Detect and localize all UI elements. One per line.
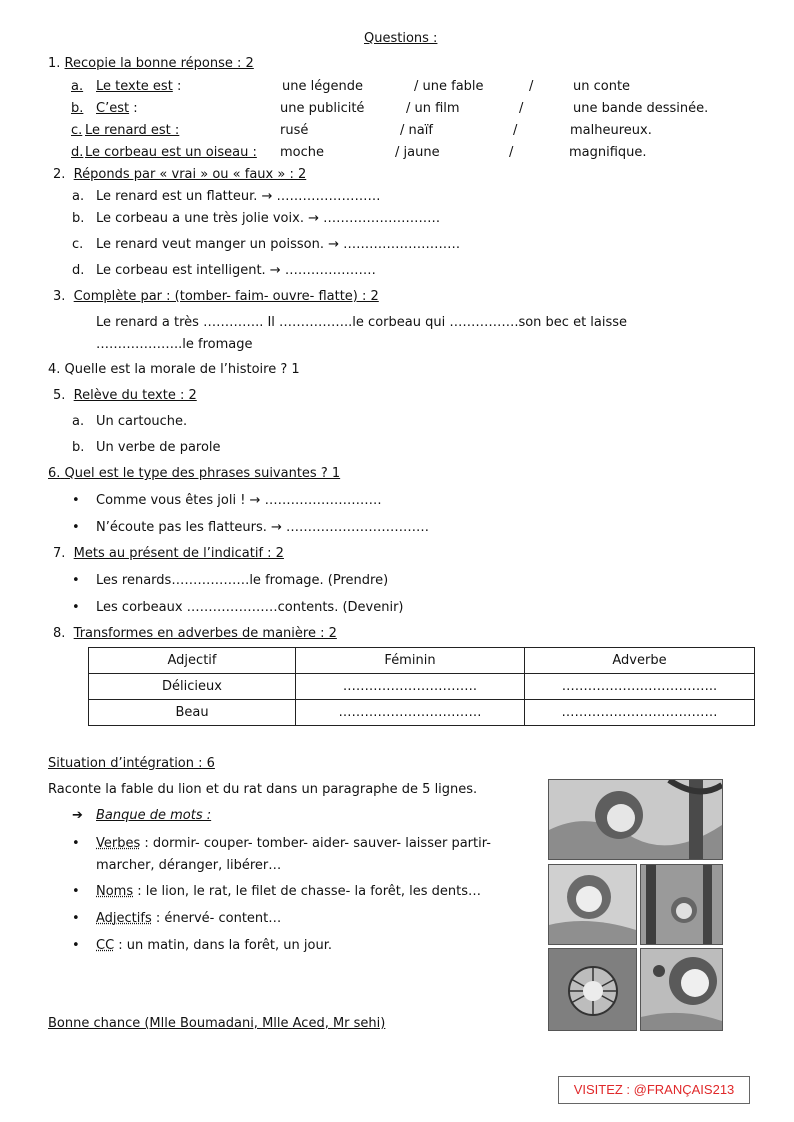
q1-heading bbox=[48, 56, 254, 71]
q7-title: Mets au présent de l’indicatif : 2 bbox=[73, 546, 284, 561]
q7-item: Les corbeaux …………………contents. (Devenir) bbox=[96, 600, 404, 615]
bullet-icon: • bbox=[72, 600, 80, 615]
q7-number: 7. bbox=[53, 546, 66, 561]
q8-number: 8. bbox=[53, 626, 66, 641]
q1-prompt: Le corbeau est un oiseau : bbox=[85, 145, 257, 160]
q7-heading bbox=[53, 546, 284, 561]
word-bank-noms: Noms : le lion, le rat, le filet de chasse- la forêt, les dents… bbox=[96, 884, 482, 899]
q8-heading bbox=[53, 626, 337, 641]
lion-illustration-panel bbox=[640, 948, 723, 1031]
lion-and-rat-icon bbox=[641, 949, 722, 1030]
visit-stamp: VISITEZ : @FRANÇAIS213 bbox=[558, 1076, 750, 1104]
lion-roaring-icon bbox=[549, 865, 636, 944]
bullet-icon: • bbox=[72, 884, 80, 899]
lion-illustration-panel bbox=[548, 864, 637, 945]
table-cell: …………………………. bbox=[296, 674, 525, 700]
q1-separator: / bbox=[513, 123, 518, 138]
q5-item: Un verbe de parole bbox=[96, 440, 221, 455]
q3-title: Complète par : (tomber- faim- ouvre- flatte) : 2 bbox=[73, 289, 379, 304]
bullet-icon: • bbox=[72, 573, 80, 588]
q1-letter: a. bbox=[71, 79, 84, 94]
q2-letter: d. bbox=[72, 263, 85, 278]
table-cell: Délicieux bbox=[89, 674, 296, 700]
q3-line: ………………..le fromage bbox=[96, 337, 253, 352]
q2-title: Réponds par « vrai » ou « faux » : 2 bbox=[73, 167, 307, 182]
q6-number: 6. bbox=[48, 466, 61, 481]
q2-item: Le renard veut manger un poisson. → ……………………… bbox=[96, 237, 461, 252]
q1-separator: / bbox=[519, 101, 524, 116]
q1-option: moche bbox=[280, 145, 325, 160]
q1-separator: / bbox=[509, 145, 514, 160]
word-bank-verbes-cont: marcher, déranger, libérer… bbox=[96, 858, 282, 873]
q5-letter: a. bbox=[72, 414, 85, 429]
lion-illustration-panel bbox=[640, 864, 723, 945]
q6-title: Quel est le type des phrases suivantes ? 1 bbox=[64, 466, 341, 481]
q1-option: malheureux. bbox=[570, 123, 652, 138]
q1-prompt: Le renard est : bbox=[85, 123, 180, 138]
bullet-icon: • bbox=[72, 911, 80, 926]
q1-letter: d. bbox=[71, 145, 84, 160]
integration-instruction: Raconte la fable du lion et du rat dans un paragraphe de 5 lignes. bbox=[48, 782, 478, 797]
lion-sleeping-icon bbox=[549, 780, 722, 859]
table-header-cell: Adverbe bbox=[525, 648, 755, 674]
q2-item: Le renard est un flatteur. → …………………… bbox=[96, 189, 381, 204]
q1-option: un conte bbox=[573, 79, 631, 94]
q2-item: Le corbeau a une très jolie voix. → ……………………… bbox=[96, 211, 441, 226]
word-bank-adjectifs: Adjectifs : énervé- content… bbox=[96, 911, 282, 926]
q1-option: / une fable bbox=[414, 79, 484, 94]
q6-heading bbox=[48, 466, 340, 481]
q1-option: une bande dessinée. bbox=[573, 101, 709, 116]
arrow-icon: ➔ bbox=[72, 808, 83, 823]
q1-separator: / bbox=[529, 79, 534, 94]
word-bank-cc: CC : un matin, dans la forêt, un jour. bbox=[96, 938, 332, 953]
q8-title: Transformes en adverbes de manière : 2 bbox=[73, 626, 337, 641]
q7-item: Les renards………………le fromage. (Prendre) bbox=[96, 573, 389, 588]
q6-item: Comme vous êtes joli ! → ……………………… bbox=[96, 493, 382, 508]
q1-option: / naïf bbox=[400, 123, 433, 138]
word-bank-title: Banque de mots : bbox=[96, 808, 212, 823]
q4-heading: 4. Quelle est la morale de l’histoire ? 1 bbox=[48, 362, 300, 377]
table-cell: ……………………………… bbox=[525, 700, 755, 726]
q1-title: Recopie la bonne réponse : 2 bbox=[64, 56, 254, 71]
bullet-icon: • bbox=[72, 836, 80, 851]
bullet-icon: • bbox=[72, 938, 80, 953]
table-row bbox=[89, 700, 755, 726]
q5-title: Relève du texte : 2 bbox=[73, 388, 197, 403]
page-title: Questions : bbox=[364, 31, 438, 46]
q1-prompt: C’est : bbox=[96, 101, 138, 116]
q1-option: / un film bbox=[406, 101, 460, 116]
q5-heading bbox=[53, 388, 197, 403]
q3-line: Le renard a très ………….. Il ……………..le corbeau qui …………….son bec et laisse bbox=[96, 315, 628, 330]
q1-option: rusé bbox=[280, 123, 309, 138]
q1-option: une publicité bbox=[280, 101, 365, 116]
q1-letter: b. bbox=[71, 101, 84, 116]
table-header-cell: Féminin bbox=[296, 648, 525, 674]
q5-number: 5. bbox=[53, 388, 66, 403]
q3-heading bbox=[53, 289, 379, 304]
q5-letter: b. bbox=[72, 440, 85, 455]
q2-item: Le corbeau est intelligent. → ………………… bbox=[96, 263, 376, 278]
q5-item: Un cartouche. bbox=[96, 414, 188, 429]
q1-option: magnifique. bbox=[569, 145, 647, 160]
table-cell: …………………………… bbox=[296, 700, 525, 726]
q1-option: une légende bbox=[282, 79, 363, 94]
q2-letter: c. bbox=[72, 237, 84, 252]
bullet-icon: • bbox=[72, 493, 80, 508]
lion-in-net-icon bbox=[549, 949, 636, 1030]
closing-note: Bonne chance (Mlle Boumadani, Mlle Aced, Mr sehi) bbox=[48, 1016, 386, 1031]
table-cell: Beau bbox=[89, 700, 296, 726]
q1-prompt: Le texte est : bbox=[96, 79, 182, 94]
table-header-cell: Adjectif bbox=[89, 648, 296, 674]
q2-letter: a. bbox=[72, 189, 85, 204]
lion-illustration-panel bbox=[548, 779, 723, 860]
table-cell: ……………….…………….. bbox=[525, 674, 755, 700]
lion-illustration-panel bbox=[548, 948, 637, 1031]
q1-number: 1. bbox=[48, 56, 61, 71]
q3-number: 3. bbox=[53, 289, 66, 304]
q2-number: 2. bbox=[53, 167, 66, 182]
integration-title: Situation d’intégration : 6 bbox=[48, 756, 215, 771]
adverb-table bbox=[88, 647, 755, 726]
q1-option: / jaune bbox=[395, 145, 440, 160]
bullet-icon: • bbox=[72, 520, 80, 535]
table-row bbox=[89, 674, 755, 700]
word-bank-verbes: Verbes : dormir- couper- tomber- aider- sauver- laisser partir- bbox=[96, 836, 491, 851]
q2-letter: b. bbox=[72, 211, 85, 226]
q6-item: N’écoute pas les flatteurs. → …………………………… bbox=[96, 520, 430, 535]
q1-letter: c. bbox=[71, 123, 83, 138]
lion-in-forest-icon bbox=[641, 865, 722, 944]
q2-heading bbox=[53, 167, 306, 182]
table-header-row bbox=[89, 648, 755, 674]
